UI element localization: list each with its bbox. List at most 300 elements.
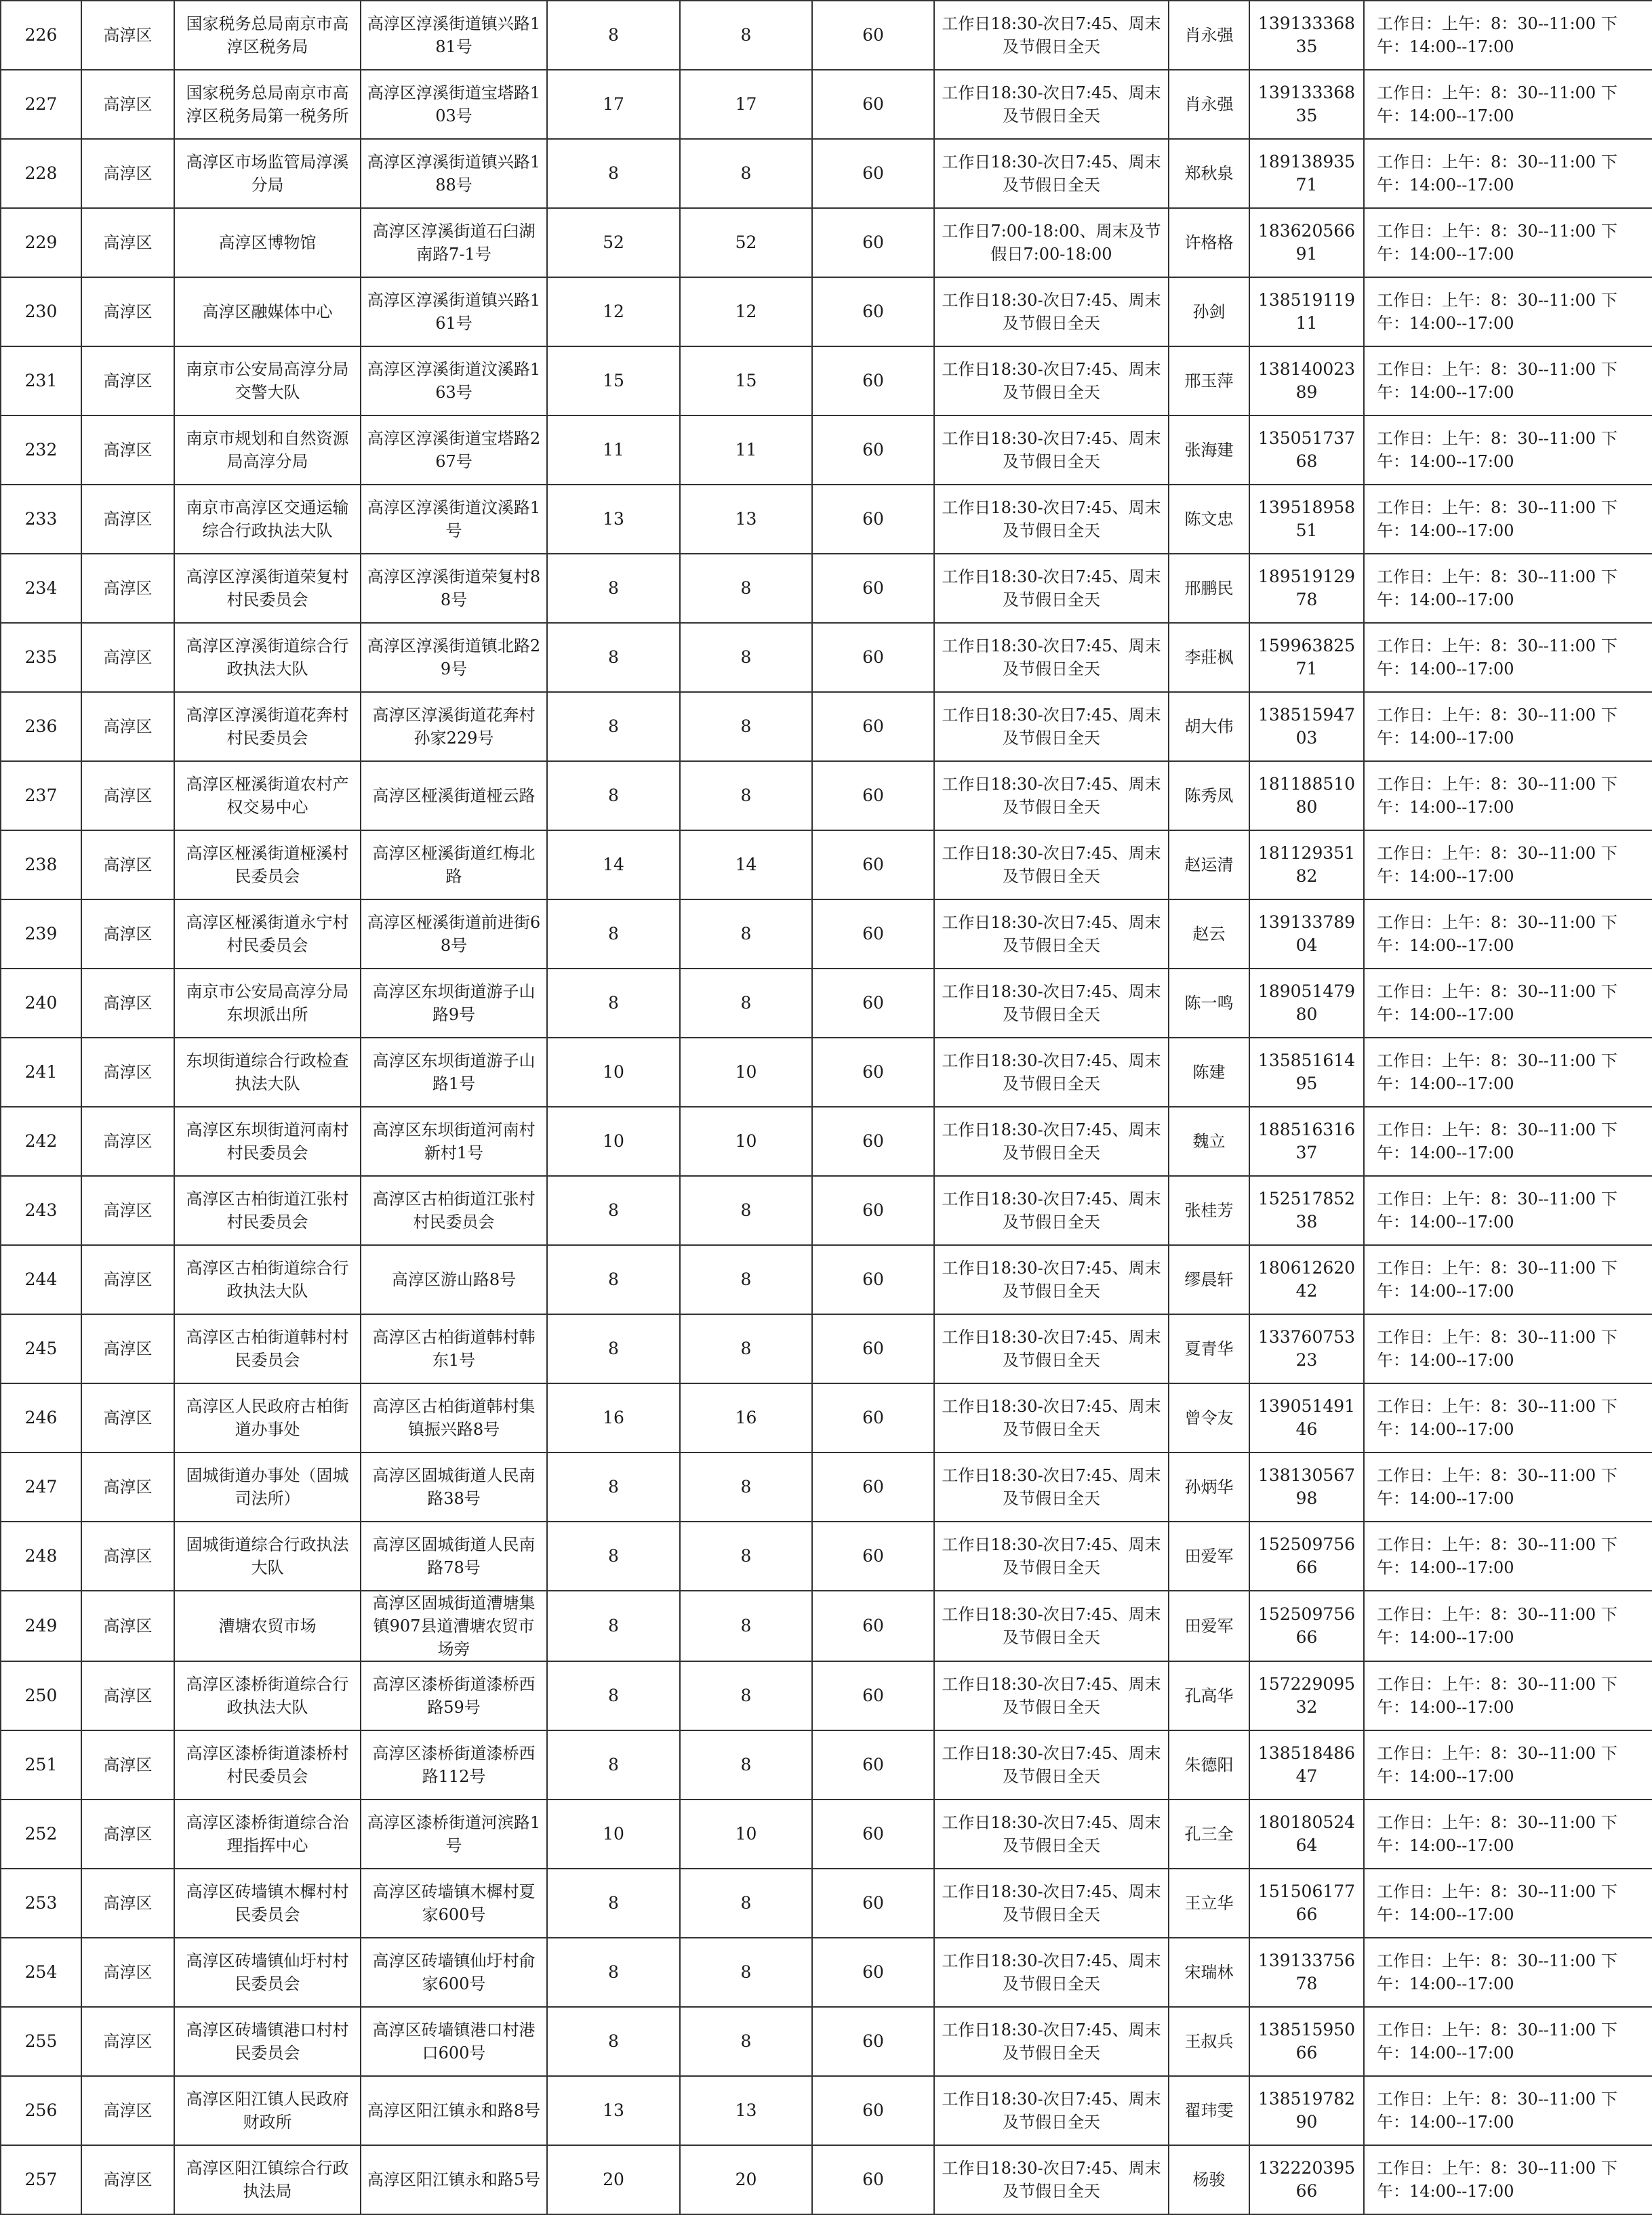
open-time-cell: 工作日18:30-次日7:45、周末及节假日全天	[934, 2076, 1169, 2145]
table-row	[1, 1452, 1652, 1522]
unit-name-cell: 国家税务总局南京市高淳区税务局	[174, 1, 361, 70]
contact-cell: 胡大伟	[1169, 692, 1249, 761]
district-cell: 高淳区	[81, 208, 174, 277]
duration-cell: 60	[812, 830, 934, 899]
address-cell: 高淳区阳江镇永和路8号	[361, 2076, 547, 2145]
open-spaces-cell: 8	[680, 761, 812, 830]
total-spaces-cell: 16	[547, 1383, 680, 1452]
office-hours-cell: 工作日：上午：8：30--11:00 下午：14:00--17:00	[1364, 1661, 1652, 1730]
office-hours-cell: 工作日：上午：8：30--11:00 下午：14:00--17:00	[1364, 899, 1652, 969]
contact-cell: 郑秋泉	[1169, 139, 1249, 208]
open-spaces-cell: 8	[680, 899, 812, 969]
row-number-cell: 242	[1, 1107, 81, 1176]
office-hours-cell: 工作日：上午：8：30--11:00 下午：14:00--17:00	[1364, 1314, 1652, 1383]
address-cell: 高淳区漆桥街道河滨路1号	[361, 1800, 547, 1869]
row-number-cell: 233	[1, 485, 81, 554]
duration-cell: 60	[812, 1314, 934, 1383]
district-cell: 高淳区	[81, 1522, 174, 1591]
phone-cell: 18118851080	[1249, 761, 1364, 830]
office-hours-cell: 工作日：上午：8：30--11:00 下午：14:00--17:00	[1364, 1938, 1652, 2007]
unit-name-cell: 高淳区砖墙镇仙圩村村民委员会	[174, 1938, 361, 2007]
office-hours-cell: 工作日：上午：8：30--11:00 下午：14:00--17:00	[1364, 1176, 1652, 1245]
district-cell: 高淳区	[81, 1869, 174, 1938]
unit-name-cell: 高淳区阳江镇综合行政执法局	[174, 2145, 361, 2214]
open-time-cell: 工作日18:30-次日7:45、周末及节假日全天	[934, 2007, 1169, 2076]
unit-name-cell: 高淳区古柏街道韩村村民委员会	[174, 1314, 361, 1383]
contact-cell: 肖永强	[1169, 1, 1249, 70]
contact-cell: 孔三全	[1169, 1800, 1249, 1869]
district-cell: 高淳区	[81, 1661, 174, 1730]
unit-name-cell: 高淳区东坝街道河南村村民委员会	[174, 1107, 361, 1176]
office-hours-cell: 工作日：上午：8：30--11:00 下午：14:00--17:00	[1364, 1245, 1652, 1314]
duration-cell: 60	[812, 277, 934, 346]
open-time-cell: 工作日18:30-次日7:45、周末及节假日全天	[934, 969, 1169, 1038]
contact-cell: 李莊枫	[1169, 623, 1249, 692]
duration-cell: 60	[812, 2007, 934, 2076]
table-row	[1, 1938, 1652, 2007]
contact-cell: 赵云	[1169, 899, 1249, 969]
open-time-cell: 工作日18:30-次日7:45、周末及节假日全天	[934, 346, 1169, 415]
row-number-cell: 231	[1, 346, 81, 415]
phone-cell: 13913336835	[1249, 70, 1364, 139]
unit-name-cell: 高淳区阳江镇人民政府财政所	[174, 2076, 361, 2145]
open-time-cell: 工作日18:30-次日7:45、周末及节假日全天	[934, 554, 1169, 623]
phone-cell: 13814002389	[1249, 346, 1364, 415]
duration-cell: 60	[812, 969, 934, 1038]
total-spaces-cell: 10	[547, 1038, 680, 1107]
row-number-cell: 238	[1, 830, 81, 899]
district-cell: 高淳区	[81, 70, 174, 139]
contact-cell: 田爱军	[1169, 1522, 1249, 1591]
duration-cell: 60	[812, 208, 934, 277]
duration-cell: 60	[812, 1730, 934, 1800]
row-number-cell: 252	[1, 1800, 81, 1869]
district-cell: 高淳区	[81, 2007, 174, 2076]
duration-cell: 60	[812, 1452, 934, 1522]
district-cell: 高淳区	[81, 761, 174, 830]
open-time-cell: 工作日18:30-次日7:45、周末及节假日全天	[934, 1314, 1169, 1383]
open-spaces-cell: 8	[680, 1522, 812, 1591]
unit-name-cell: 东坝街道综合行政检查执法大队	[174, 1038, 361, 1107]
open-time-cell: 工作日18:30-次日7:45、周末及节假日全天	[934, 1869, 1169, 1938]
unit-name-cell: 高淳区融媒体中心	[174, 277, 361, 346]
district-cell: 高淳区	[81, 139, 174, 208]
phone-cell: 13951895851	[1249, 485, 1364, 554]
open-spaces-cell: 52	[680, 208, 812, 277]
contact-cell: 孙炳华	[1169, 1452, 1249, 1522]
table-row	[1, 1869, 1652, 1938]
address-cell: 高淳区阳江镇永和路5号	[361, 2145, 547, 2214]
contact-cell: 王叔兵	[1169, 2007, 1249, 2076]
table-row	[1, 2076, 1652, 2145]
unit-name-cell: 高淳区砖墙镇木樨村村民委员会	[174, 1869, 361, 1938]
open-spaces-cell: 8	[680, 692, 812, 761]
table-row	[1, 1, 1652, 70]
table-row	[1, 1800, 1652, 1869]
table-row	[1, 277, 1652, 346]
contact-cell: 赵运清	[1169, 830, 1249, 899]
open-spaces-cell: 8	[680, 1869, 812, 1938]
phone-cell: 18018052464	[1249, 1800, 1364, 1869]
open-spaces-cell: 8	[680, 1661, 812, 1730]
duration-cell: 60	[812, 692, 934, 761]
address-cell: 高淳区淳溪街道镇兴路161号	[361, 277, 547, 346]
unit-name-cell: 高淳区古柏街道综合行政执法大队	[174, 1245, 361, 1314]
contact-cell: 魏立	[1169, 1107, 1249, 1176]
open-spaces-cell: 11	[680, 415, 812, 485]
contact-cell: 翟玮雯	[1169, 2076, 1249, 2145]
table-row	[1, 1522, 1652, 1591]
row-number-cell: 254	[1, 1938, 81, 2007]
total-spaces-cell: 8	[547, 761, 680, 830]
phone-cell: 15251785238	[1249, 1176, 1364, 1245]
open-spaces-cell: 8	[680, 623, 812, 692]
open-spaces-cell: 8	[680, 554, 812, 623]
open-spaces-cell: 16	[680, 1383, 812, 1452]
address-cell: 高淳区漆桥街道漆桥西路112号	[361, 1730, 547, 1800]
district-cell: 高淳区	[81, 1314, 174, 1383]
address-cell: 高淳区淳溪街道汶溪路1号	[361, 485, 547, 554]
office-hours-cell: 工作日：上午：8：30--11:00 下午：14:00--17:00	[1364, 969, 1652, 1038]
unit-name-cell: 高淳区淳溪街道花奔村村民委员会	[174, 692, 361, 761]
open-time-cell: 工作日18:30-次日7:45、周末及节假日全天	[934, 1800, 1169, 1869]
address-cell: 高淳区桠溪街道前进街68号	[361, 899, 547, 969]
address-cell: 高淳区淳溪街道镇北路29号	[361, 623, 547, 692]
total-spaces-cell: 10	[547, 1800, 680, 1869]
office-hours-cell: 工作日：上午：8：30--11:00 下午：14:00--17:00	[1364, 1038, 1652, 1107]
open-spaces-cell: 13	[680, 2076, 812, 2145]
row-number-cell: 235	[1, 623, 81, 692]
office-hours-cell: 工作日：上午：8：30--11:00 下午：14:00--17:00	[1364, 2007, 1652, 2076]
table-row	[1, 346, 1652, 415]
open-spaces-cell: 10	[680, 1038, 812, 1107]
district-cell: 高淳区	[81, 554, 174, 623]
address-cell: 高淳区淳溪街道镇兴路188号	[361, 139, 547, 208]
duration-cell: 60	[812, 1661, 934, 1730]
open-time-cell: 工作日18:30-次日7:45、周末及节假日全天	[934, 1661, 1169, 1730]
open-spaces-cell: 15	[680, 346, 812, 415]
office-hours-cell: 工作日：上午：8：30--11:00 下午：14:00--17:00	[1364, 346, 1652, 415]
row-number-cell: 247	[1, 1452, 81, 1522]
contact-cell: 曾令友	[1169, 1383, 1249, 1452]
contact-cell: 孔高华	[1169, 1661, 1249, 1730]
unit-name-cell: 高淳区桠溪街道永宁村村民委员会	[174, 899, 361, 969]
duration-cell: 60	[812, 2145, 934, 2214]
unit-name-cell: 高淳区漆桥街道综合行政执法大队	[174, 1661, 361, 1730]
contact-cell: 陈文忠	[1169, 485, 1249, 554]
row-number-cell: 244	[1, 1245, 81, 1314]
open-spaces-cell: 8	[680, 1, 812, 70]
open-spaces-cell: 10	[680, 1800, 812, 1869]
phone-cell: 18851631637	[1249, 1107, 1364, 1176]
phone-cell: 18913893571	[1249, 139, 1364, 208]
phone-cell: 13851848647	[1249, 1730, 1364, 1800]
unit-name-cell: 高淳区博物馆	[174, 208, 361, 277]
address-cell: 高淳区砖墙镇仙圩村俞家600号	[361, 1938, 547, 2007]
district-cell: 高淳区	[81, 1038, 174, 1107]
open-time-cell: 工作日18:30-次日7:45、周末及节假日全天	[934, 1522, 1169, 1591]
open-spaces-cell: 8	[680, 2007, 812, 2076]
total-spaces-cell: 13	[547, 2076, 680, 2145]
row-number-cell: 239	[1, 899, 81, 969]
table-row	[1, 1107, 1652, 1176]
district-cell: 高淳区	[81, 2076, 174, 2145]
district-cell: 高淳区	[81, 2145, 174, 2214]
total-spaces-cell: 8	[547, 554, 680, 623]
total-spaces-cell: 15	[547, 346, 680, 415]
table-row	[1, 899, 1652, 969]
open-spaces-cell: 12	[680, 277, 812, 346]
address-cell: 高淳区游山路8号	[361, 1245, 547, 1314]
unit-name-cell: 高淳区古柏街道江张村村民委员会	[174, 1176, 361, 1245]
address-cell: 高淳区东坝街道游子山路9号	[361, 969, 547, 1038]
district-cell: 高淳区	[81, 1245, 174, 1314]
table-body	[1, 1, 1652, 2214]
contact-cell: 田爱军	[1169, 1591, 1249, 1661]
address-cell: 高淳区淳溪街道宝塔路267号	[361, 415, 547, 485]
total-spaces-cell: 20	[547, 2145, 680, 2214]
row-number-cell: 249	[1, 1591, 81, 1661]
row-number-cell: 226	[1, 1, 81, 70]
open-time-cell: 工作日18:30-次日7:45、周末及节假日全天	[934, 1, 1169, 70]
open-time-cell: 工作日18:30-次日7:45、周末及节假日全天	[934, 70, 1169, 139]
open-time-cell: 工作日18:30-次日7:45、周末及节假日全天	[934, 1383, 1169, 1452]
address-cell: 高淳区淳溪街道荣复村88号	[361, 554, 547, 623]
unit-name-cell: 国家税务总局南京市高淳区税务局第一税务所	[174, 70, 361, 139]
phone-cell: 15250975666	[1249, 1522, 1364, 1591]
total-spaces-cell: 52	[547, 208, 680, 277]
row-number-cell: 245	[1, 1314, 81, 1383]
open-time-cell: 工作日18:30-次日7:45、周末及节假日全天	[934, 1591, 1169, 1661]
unit-name-cell: 南京市公安局高淳分局交警大队	[174, 346, 361, 415]
address-cell: 高淳区淳溪街道花奔村孙家229号	[361, 692, 547, 761]
open-time-cell: 工作日18:30-次日7:45、周末及节假日全天	[934, 277, 1169, 346]
open-time-cell: 工作日18:30-次日7:45、周末及节假日全天	[934, 1038, 1169, 1107]
total-spaces-cell: 8	[547, 1591, 680, 1661]
table-row	[1, 1591, 1652, 1661]
district-cell: 高淳区	[81, 1, 174, 70]
row-number-cell: 229	[1, 208, 81, 277]
open-spaces-cell: 8	[680, 1245, 812, 1314]
office-hours-cell: 工作日：上午：8：30--11:00 下午：14:00--17:00	[1364, 692, 1652, 761]
phone-cell: 13851911911	[1249, 277, 1364, 346]
duration-cell: 60	[812, 1383, 934, 1452]
unit-name-cell: 高淳区漆桥街道综合治理指挥中心	[174, 1800, 361, 1869]
total-spaces-cell: 8	[547, 623, 680, 692]
contact-cell: 邢鹏民	[1169, 554, 1249, 623]
phone-cell: 15722909532	[1249, 1661, 1364, 1730]
open-time-cell: 工作日18:30-次日7:45、周末及节假日全天	[934, 485, 1169, 554]
phone-cell: 13505173768	[1249, 415, 1364, 485]
open-time-cell: 工作日18:30-次日7:45、周末及节假日全天	[934, 623, 1169, 692]
unit-name-cell: 南京市公安局高淳分局东坝派出所	[174, 969, 361, 1038]
contact-cell: 宋瑞林	[1169, 1938, 1249, 2007]
district-cell: 高淳区	[81, 485, 174, 554]
district-cell: 高淳区	[81, 1452, 174, 1522]
open-time-cell: 工作日18:30-次日7:45、周末及节假日全天	[934, 899, 1169, 969]
district-cell: 高淳区	[81, 277, 174, 346]
duration-cell: 60	[812, 1938, 934, 2007]
phone-cell: 18951912978	[1249, 554, 1364, 623]
office-hours-cell: 工作日：上午：8：30--11:00 下午：14:00--17:00	[1364, 554, 1652, 623]
office-hours-cell: 工作日：上午：8：30--11:00 下午：14:00--17:00	[1364, 208, 1652, 277]
table-row	[1, 1730, 1652, 1800]
total-spaces-cell: 8	[547, 1176, 680, 1245]
office-hours-cell: 工作日：上午：8：30--11:00 下午：14:00--17:00	[1364, 761, 1652, 830]
district-cell: 高淳区	[81, 623, 174, 692]
contact-cell: 张海建	[1169, 415, 1249, 485]
office-hours-cell: 工作日：上午：8：30--11:00 下午：14:00--17:00	[1364, 139, 1652, 208]
office-hours-cell: 工作日：上午：8：30--11:00 下午：14:00--17:00	[1364, 1869, 1652, 1938]
address-cell: 高淳区淳溪街道汶溪路163号	[361, 346, 547, 415]
address-cell: 高淳区固城街道人民南路78号	[361, 1522, 547, 1591]
duration-cell: 60	[812, 1522, 934, 1591]
district-cell: 高淳区	[81, 415, 174, 485]
address-cell: 高淳区砖墙镇港口村港口600号	[361, 2007, 547, 2076]
total-spaces-cell: 8	[547, 1522, 680, 1591]
office-hours-cell: 工作日：上午：8：30--11:00 下午：14:00--17:00	[1364, 623, 1652, 692]
phone-cell: 18112935182	[1249, 830, 1364, 899]
table-row	[1, 1314, 1652, 1383]
table-row	[1, 830, 1652, 899]
duration-cell: 60	[812, 139, 934, 208]
office-hours-cell: 工作日：上午：8：30--11:00 下午：14:00--17:00	[1364, 2076, 1652, 2145]
total-spaces-cell: 8	[547, 1245, 680, 1314]
contact-cell: 许格格	[1169, 208, 1249, 277]
unit-name-cell: 高淳区淳溪街道荣复村村民委员会	[174, 554, 361, 623]
phone-cell: 13813056798	[1249, 1452, 1364, 1522]
open-spaces-cell: 10	[680, 1107, 812, 1176]
phone-cell: 15250975666	[1249, 1591, 1364, 1661]
duration-cell: 60	[812, 554, 934, 623]
row-number-cell: 253	[1, 1869, 81, 1938]
phone-cell: 13905149146	[1249, 1383, 1364, 1452]
total-spaces-cell: 13	[547, 485, 680, 554]
address-cell: 高淳区桠溪街道桠云路	[361, 761, 547, 830]
duration-cell: 60	[812, 346, 934, 415]
total-spaces-cell: 8	[547, 2007, 680, 2076]
office-hours-cell: 工作日：上午：8：30--11:00 下午：14:00--17:00	[1364, 1730, 1652, 1800]
duration-cell: 60	[812, 1245, 934, 1314]
row-number-cell: 256	[1, 2076, 81, 2145]
duration-cell: 60	[812, 70, 934, 139]
table-row	[1, 623, 1652, 692]
contact-cell: 缪晨轩	[1169, 1245, 1249, 1314]
unit-name-cell: 南京市规划和自然资源局高淳分局	[174, 415, 361, 485]
table-row	[1, 1245, 1652, 1314]
table-row	[1, 1383, 1652, 1452]
phone-cell: 13222039566	[1249, 2145, 1364, 2214]
total-spaces-cell: 8	[547, 1, 680, 70]
table-row	[1, 208, 1652, 277]
open-spaces-cell: 8	[680, 1730, 812, 1800]
duration-cell: 60	[812, 485, 934, 554]
table-row	[1, 2007, 1652, 2076]
office-hours-cell: 工作日：上午：8：30--11:00 下午：14:00--17:00	[1364, 1591, 1652, 1661]
duration-cell: 60	[812, 623, 934, 692]
table-row	[1, 761, 1652, 830]
open-spaces-cell: 20	[680, 2145, 812, 2214]
district-cell: 高淳区	[81, 1107, 174, 1176]
contact-cell: 王立华	[1169, 1869, 1249, 1938]
total-spaces-cell: 8	[547, 139, 680, 208]
row-number-cell: 243	[1, 1176, 81, 1245]
unit-name-cell: 漕塘农贸市场	[174, 1591, 361, 1661]
unit-name-cell: 高淳区淳溪街道综合行政执法大队	[174, 623, 361, 692]
district-cell: 高淳区	[81, 830, 174, 899]
address-cell: 高淳区固城街道漕塘集镇907县道漕塘农贸市场旁	[361, 1591, 547, 1661]
duration-cell: 60	[812, 761, 934, 830]
contact-cell: 朱德阳	[1169, 1730, 1249, 1800]
office-hours-cell: 工作日：上午：8：30--11:00 下午：14:00--17:00	[1364, 1522, 1652, 1591]
address-cell: 高淳区淳溪街道宝塔路103号	[361, 70, 547, 139]
office-hours-cell: 工作日：上午：8：30--11:00 下午：14:00--17:00	[1364, 70, 1652, 139]
row-number-cell: 246	[1, 1383, 81, 1452]
phone-cell: 15996382571	[1249, 623, 1364, 692]
total-spaces-cell: 8	[547, 1938, 680, 2007]
open-time-cell: 工作日18:30-次日7:45、周末及节假日全天	[934, 1107, 1169, 1176]
row-number-cell: 240	[1, 969, 81, 1038]
contact-cell: 杨骏	[1169, 2145, 1249, 2214]
contact-cell: 陈一鸣	[1169, 969, 1249, 1038]
contact-cell: 肖永强	[1169, 70, 1249, 139]
row-number-cell: 234	[1, 554, 81, 623]
table-row	[1, 1038, 1652, 1107]
duration-cell: 60	[812, 1800, 934, 1869]
open-time-cell: 工作日18:30-次日7:45、周末及节假日全天	[934, 1176, 1169, 1245]
phone-cell: 13851595066	[1249, 2007, 1364, 2076]
total-spaces-cell: 8	[547, 1314, 680, 1383]
address-cell: 高淳区淳溪街道石臼湖南路7-1号	[361, 208, 547, 277]
table-row	[1, 1176, 1652, 1245]
table-row	[1, 139, 1652, 208]
table-row	[1, 1661, 1652, 1730]
row-number-cell: 236	[1, 692, 81, 761]
address-cell: 高淳区古柏街道江张村村民委员会	[361, 1176, 547, 1245]
unit-name-cell: 高淳区桠溪街道农村产权交易中心	[174, 761, 361, 830]
unit-name-cell: 固城街道综合行政执法大队	[174, 1522, 361, 1591]
phone-cell: 13913336835	[1249, 1, 1364, 70]
total-spaces-cell: 11	[547, 415, 680, 485]
phone-cell: 18905147980	[1249, 969, 1364, 1038]
open-spaces-cell: 8	[680, 1314, 812, 1383]
duration-cell: 60	[812, 1591, 934, 1661]
unit-name-cell: 高淳区砖墙镇港口村村民委员会	[174, 2007, 361, 2076]
office-hours-cell: 工作日：上午：8：30--11:00 下午：14:00--17:00	[1364, 1452, 1652, 1522]
table-row	[1, 415, 1652, 485]
open-spaces-cell: 8	[680, 1176, 812, 1245]
district-cell: 高淳区	[81, 969, 174, 1038]
office-hours-cell: 工作日：上午：8：30--11:00 下午：14:00--17:00	[1364, 1383, 1652, 1452]
row-number-cell: 228	[1, 139, 81, 208]
phone-cell: 13851978290	[1249, 2076, 1364, 2145]
office-hours-cell: 工作日：上午：8：30--11:00 下午：14:00--17:00	[1364, 1800, 1652, 1869]
table-row	[1, 70, 1652, 139]
row-number-cell: 232	[1, 415, 81, 485]
phone-cell: 13913378904	[1249, 899, 1364, 969]
district-cell: 高淳区	[81, 1938, 174, 2007]
open-spaces-cell: 8	[680, 969, 812, 1038]
open-spaces-cell: 13	[680, 485, 812, 554]
address-cell: 高淳区漆桥街道漆桥西路59号	[361, 1661, 547, 1730]
unit-name-cell: 高淳区桠溪街道桠溪村民委员会	[174, 830, 361, 899]
contact-cell: 陈建	[1169, 1038, 1249, 1107]
address-cell: 高淳区固城街道人民南路38号	[361, 1452, 547, 1522]
district-cell: 高淳区	[81, 1730, 174, 1800]
district-cell: 高淳区	[81, 899, 174, 969]
open-time-cell: 工作日18:30-次日7:45、周末及节假日全天	[934, 2145, 1169, 2214]
total-spaces-cell: 8	[547, 1869, 680, 1938]
